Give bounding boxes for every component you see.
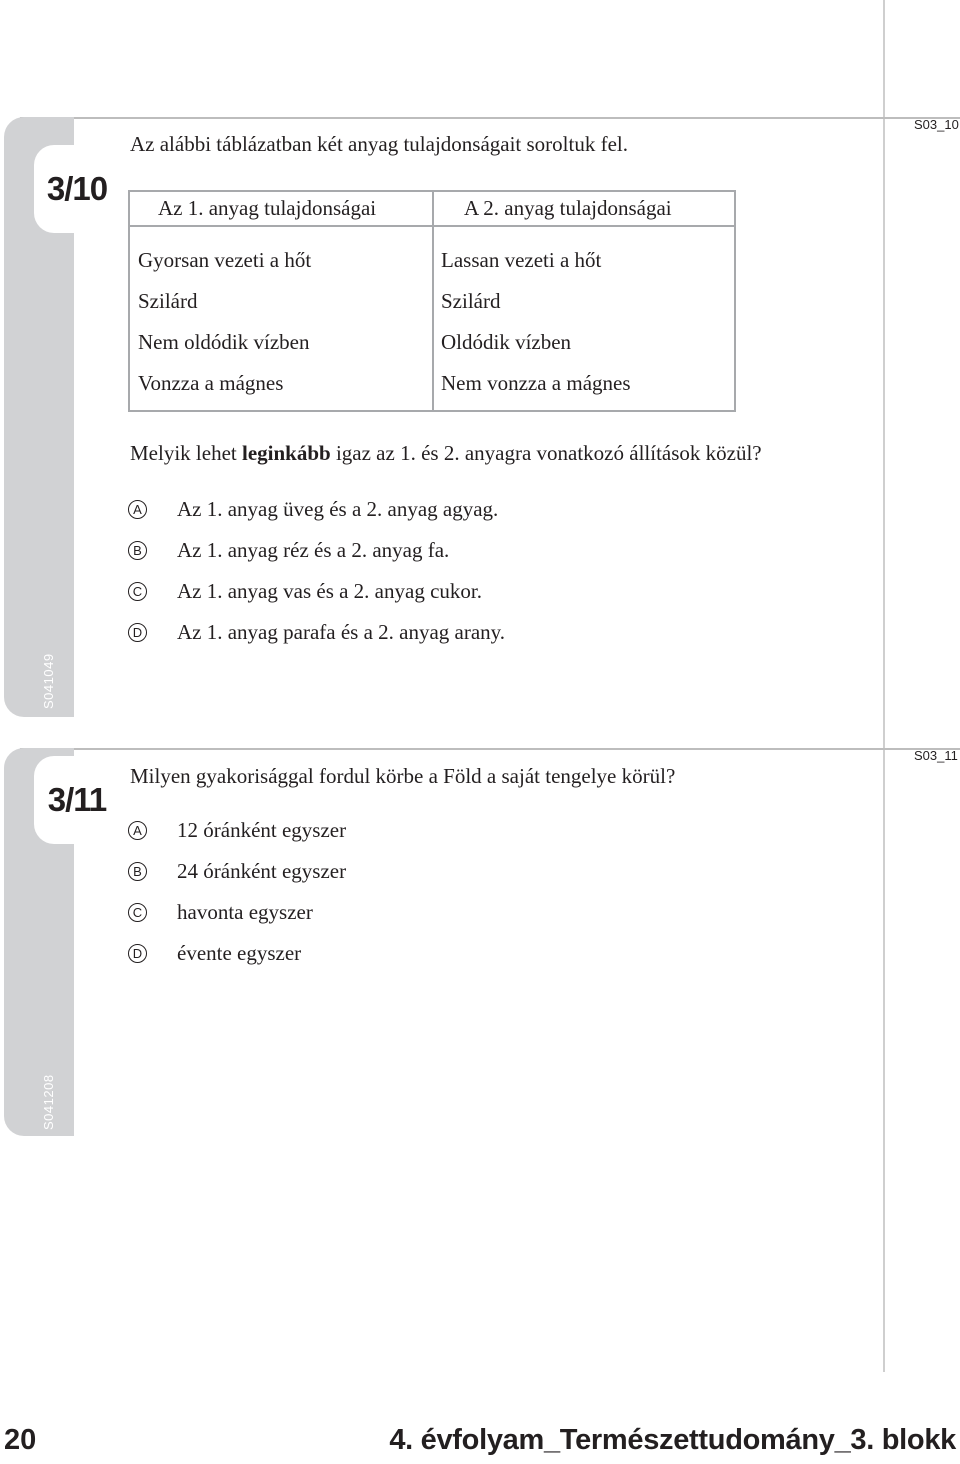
question-code: S03_11 [914, 748, 958, 763]
margin-line [883, 0, 885, 1372]
option-letter-circle: B [128, 541, 147, 560]
table-cell: Lassan vezeti a hőt [441, 248, 602, 272]
side-code: S041208 [41, 1074, 56, 1130]
table-cell: Oldódik vízben [441, 330, 572, 354]
option-text: havonta egyszer [177, 900, 313, 924]
question-top-rule [20, 748, 960, 750]
option-letter-circle: C [128, 903, 147, 922]
option-letter-circle: A [128, 821, 147, 840]
question-tab [4, 748, 107, 1136]
table-cell: Szilárd [138, 289, 198, 313]
side-code: S041049 [41, 653, 56, 709]
table-divider [130, 225, 734, 227]
option-letter-circle: D [128, 623, 147, 642]
option-text: Az 1. anyag vas és a 2. anyag cukor. [177, 579, 482, 603]
prompt-text: Melyik lehet [130, 441, 242, 465]
option-text: Az 1. anyag réz és a 2. anyag fa. [177, 538, 450, 562]
table-cell: Gyorsan vezeti a hőt [138, 248, 312, 272]
question-code: S03_10 [914, 117, 959, 132]
option-text: 24 óránként egyszer [177, 859, 347, 883]
question-intro: Az alábbi táblázatban két anyag tulajdonságait soroltuk fel. [130, 132, 628, 156]
question-number: 3/11 [34, 756, 120, 844]
option-text: Az 1. anyag üveg és a 2. anyag agyag. [177, 497, 499, 521]
question-prompt [130, 441, 762, 466]
page-number: 20 [4, 1424, 37, 1456]
prompt-emphasis: leginkább [241, 441, 331, 465]
table-cell: Nem vonzza a mágnes [441, 371, 631, 395]
option-text: 12 óránként egyszer [177, 818, 347, 842]
option-letter-circle: C [128, 582, 147, 601]
option-letter-circle: B [128, 862, 147, 881]
table-header: A 2. anyag tulajdonságai [464, 196, 672, 220]
table-header: Az 1. anyag tulajdonságai [158, 196, 377, 220]
option-letter-circle: A [128, 500, 147, 519]
question-prompt: Milyen gyakorisággal fordul körbe a Föld a saját tengelye körül? [130, 764, 676, 788]
option-letter-circle: D [128, 944, 147, 963]
table-cell: Nem oldódik vízben [138, 330, 310, 354]
prompt-text: igaz az 1. és 2. anyagra vonatkozó állítások közül? [330, 441, 762, 465]
question-tab [4, 117, 108, 717]
question-number: 3/10 [34, 145, 120, 233]
properties-table [128, 190, 736, 412]
table-cell: Szilárd [441, 289, 501, 313]
table-cell: Vonzza a mágnes [138, 371, 284, 395]
option-text: Az 1. anyag parafa és a 2. anyag arany. [177, 620, 506, 644]
option-text: évente egyszer [177, 941, 302, 965]
booklet-title: 4. évfolyam_Természettudomány_3. blokk [389, 1424, 956, 1456]
question-top-rule [20, 117, 960, 119]
